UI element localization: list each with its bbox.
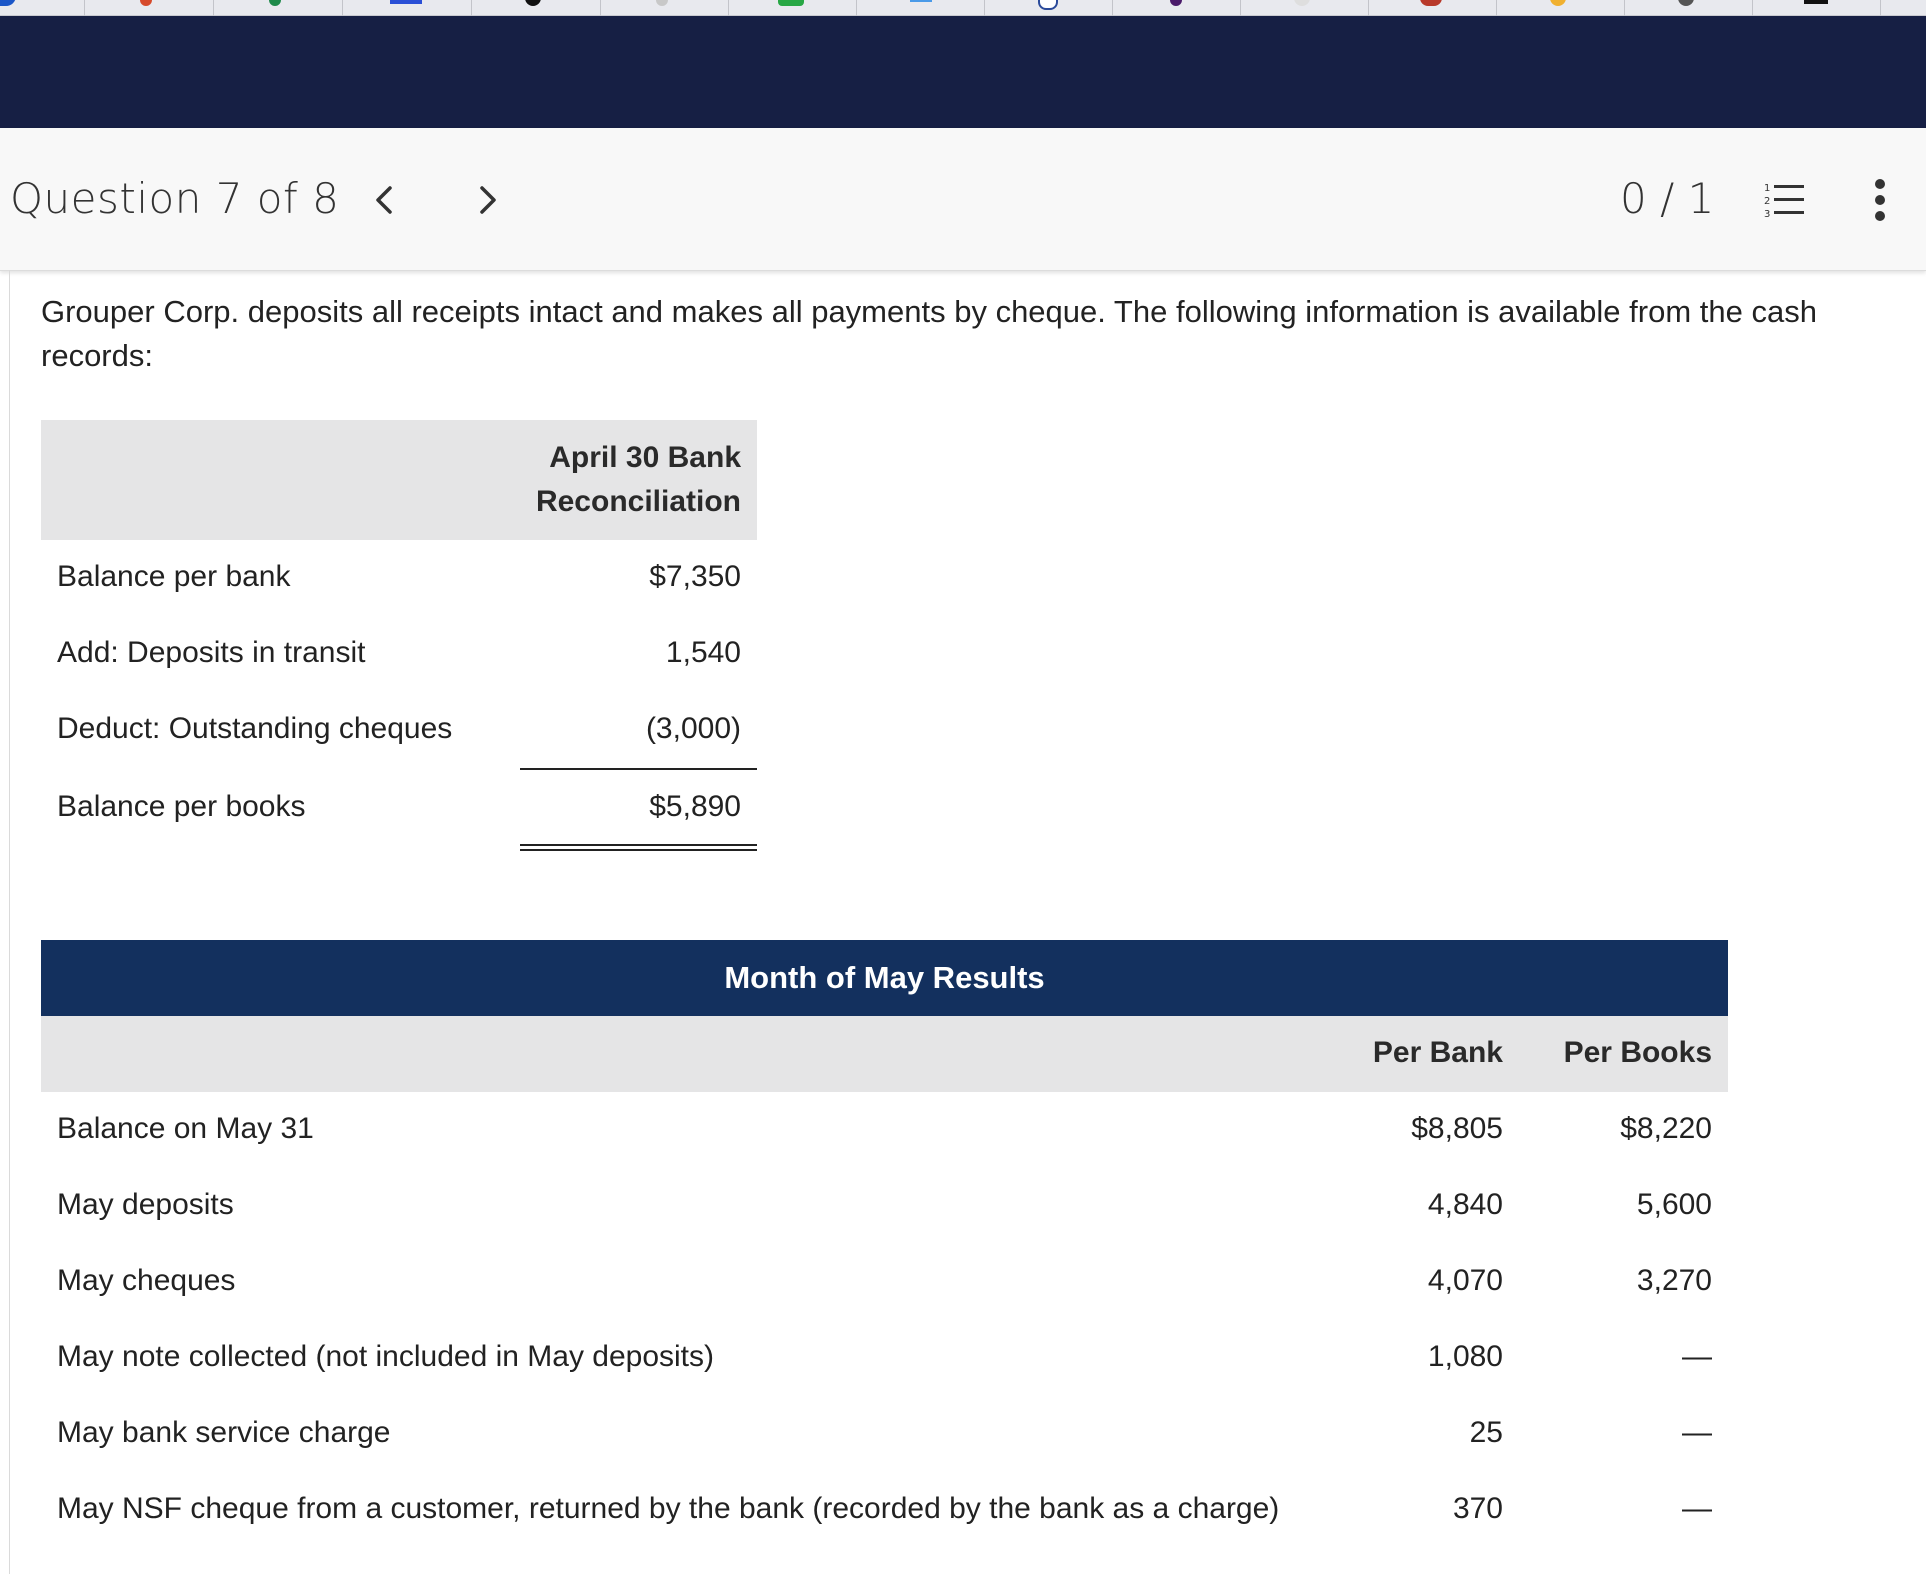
browser-tab[interactable] [471, 0, 601, 16]
app-header [0, 16, 1926, 128]
row-label: May cheques [57, 1264, 236, 1297]
row-value: $7,350 [649, 560, 741, 593]
may-table-title: Month of May Results [724, 960, 1045, 995]
browser-tab[interactable] [856, 0, 985, 16]
question-nav-bar [0, 128, 1926, 271]
per-books-value: — [1682, 1340, 1712, 1373]
per-bank-value: 370 [1452, 1492, 1503, 1525]
row-label: Add: Deposits in transit [57, 636, 366, 669]
row-label: Balance per bank [57, 560, 291, 593]
more-vertical-icon [1868, 176, 1892, 226]
svg-text:3: 3 [1764, 209, 1771, 220]
next-question-button[interactable] [470, 180, 506, 220]
browser-tab[interactable] [1496, 0, 1625, 16]
browser-tab[interactable] [1112, 0, 1241, 16]
table-row [41, 692, 757, 768]
chevron-right-icon [470, 180, 506, 220]
per-books-value: 5,600 [1636, 1188, 1712, 1221]
numbered-list-icon [1762, 180, 1806, 220]
browser-tab[interactable] [728, 0, 857, 16]
row-label: May NSF cheque from a customer, returned by the bank (recorded by the bank as a charge) [57, 1492, 1280, 1525]
per-books-value: 3,270 [1636, 1264, 1712, 1297]
per-books-value: $8,220 [1620, 1112, 1712, 1145]
browser-tab[interactable] [1624, 0, 1753, 16]
row-label: Balance on May 31 [57, 1112, 314, 1145]
browser-tab[interactable] [1240, 0, 1369, 16]
browser-tab[interactable] [1752, 0, 1881, 16]
april-table-header-text: April 30 Bank Reconciliation [535, 441, 741, 518]
column-header-per-bank: Per Bank [1372, 1036, 1503, 1069]
svg-text:2: 2 [1764, 196, 1771, 207]
per-books-value: — [1682, 1416, 1712, 1449]
table-row [41, 616, 757, 692]
total-double-underline [520, 844, 757, 851]
per-bank-value: 25 [1469, 1416, 1503, 1449]
per-bank-value: 4,840 [1427, 1188, 1503, 1221]
per-bank-value: $8,805 [1411, 1112, 1503, 1145]
row-value: 1,540 [665, 636, 741, 669]
april-table-header [41, 420, 757, 540]
per-books-value: — [1682, 1492, 1712, 1525]
svg-text:1: 1 [1764, 183, 1771, 194]
row-value: $5,890 [649, 790, 741, 823]
per-bank-value: 1,080 [1427, 1340, 1503, 1373]
browser-tab[interactable] [0, 0, 85, 16]
table-row [41, 540, 757, 616]
row-value: (3,000) [645, 712, 741, 745]
previous-question-button[interactable] [366, 180, 402, 220]
row-label: May deposits [57, 1188, 234, 1221]
content-left-border [9, 270, 10, 1574]
table-row [41, 770, 757, 846]
may-table-title-banner [41, 940, 1728, 1016]
browser-tab[interactable] [1880, 0, 1926, 16]
question-list-button[interactable] [1762, 180, 1806, 220]
browser-tab[interactable] [213, 0, 343, 16]
per-bank-value: 4,070 [1427, 1264, 1503, 1297]
row-label: May bank service charge [57, 1416, 391, 1449]
browser-tab[interactable] [84, 0, 214, 16]
table-row [41, 1168, 1728, 1244]
row-label: Balance per books [57, 790, 306, 823]
table-row [41, 1472, 1728, 1548]
browser-tab-strip [0, 0, 1926, 16]
question-intro-text: Grouper Corp. deposits all receipts intact and makes all payments by cheque. The following information is available from the cash records: [41, 294, 1817, 373]
table-row [41, 1320, 1728, 1396]
question-counter: Question 7 of 8 [10, 174, 340, 223]
row-label: Deduct: Outstanding cheques [57, 712, 453, 745]
may-table-column-header [41, 1016, 1728, 1092]
browser-tab[interactable] [984, 0, 1113, 16]
browser-tab[interactable] [342, 0, 472, 16]
row-label: May note collected (not included in May deposits) [57, 1340, 715, 1373]
chevron-left-icon [366, 180, 402, 220]
question-score: 0 / 1 [1620, 174, 1715, 223]
browser-tab[interactable] [1368, 0, 1497, 16]
table-row [41, 1092, 1728, 1168]
browser-tab[interactable] [600, 0, 729, 16]
table-row [41, 1396, 1728, 1472]
more-options-button[interactable] [1868, 176, 1892, 226]
table-row [41, 1244, 1728, 1320]
column-header-per-books: Per Books [1563, 1036, 1712, 1069]
